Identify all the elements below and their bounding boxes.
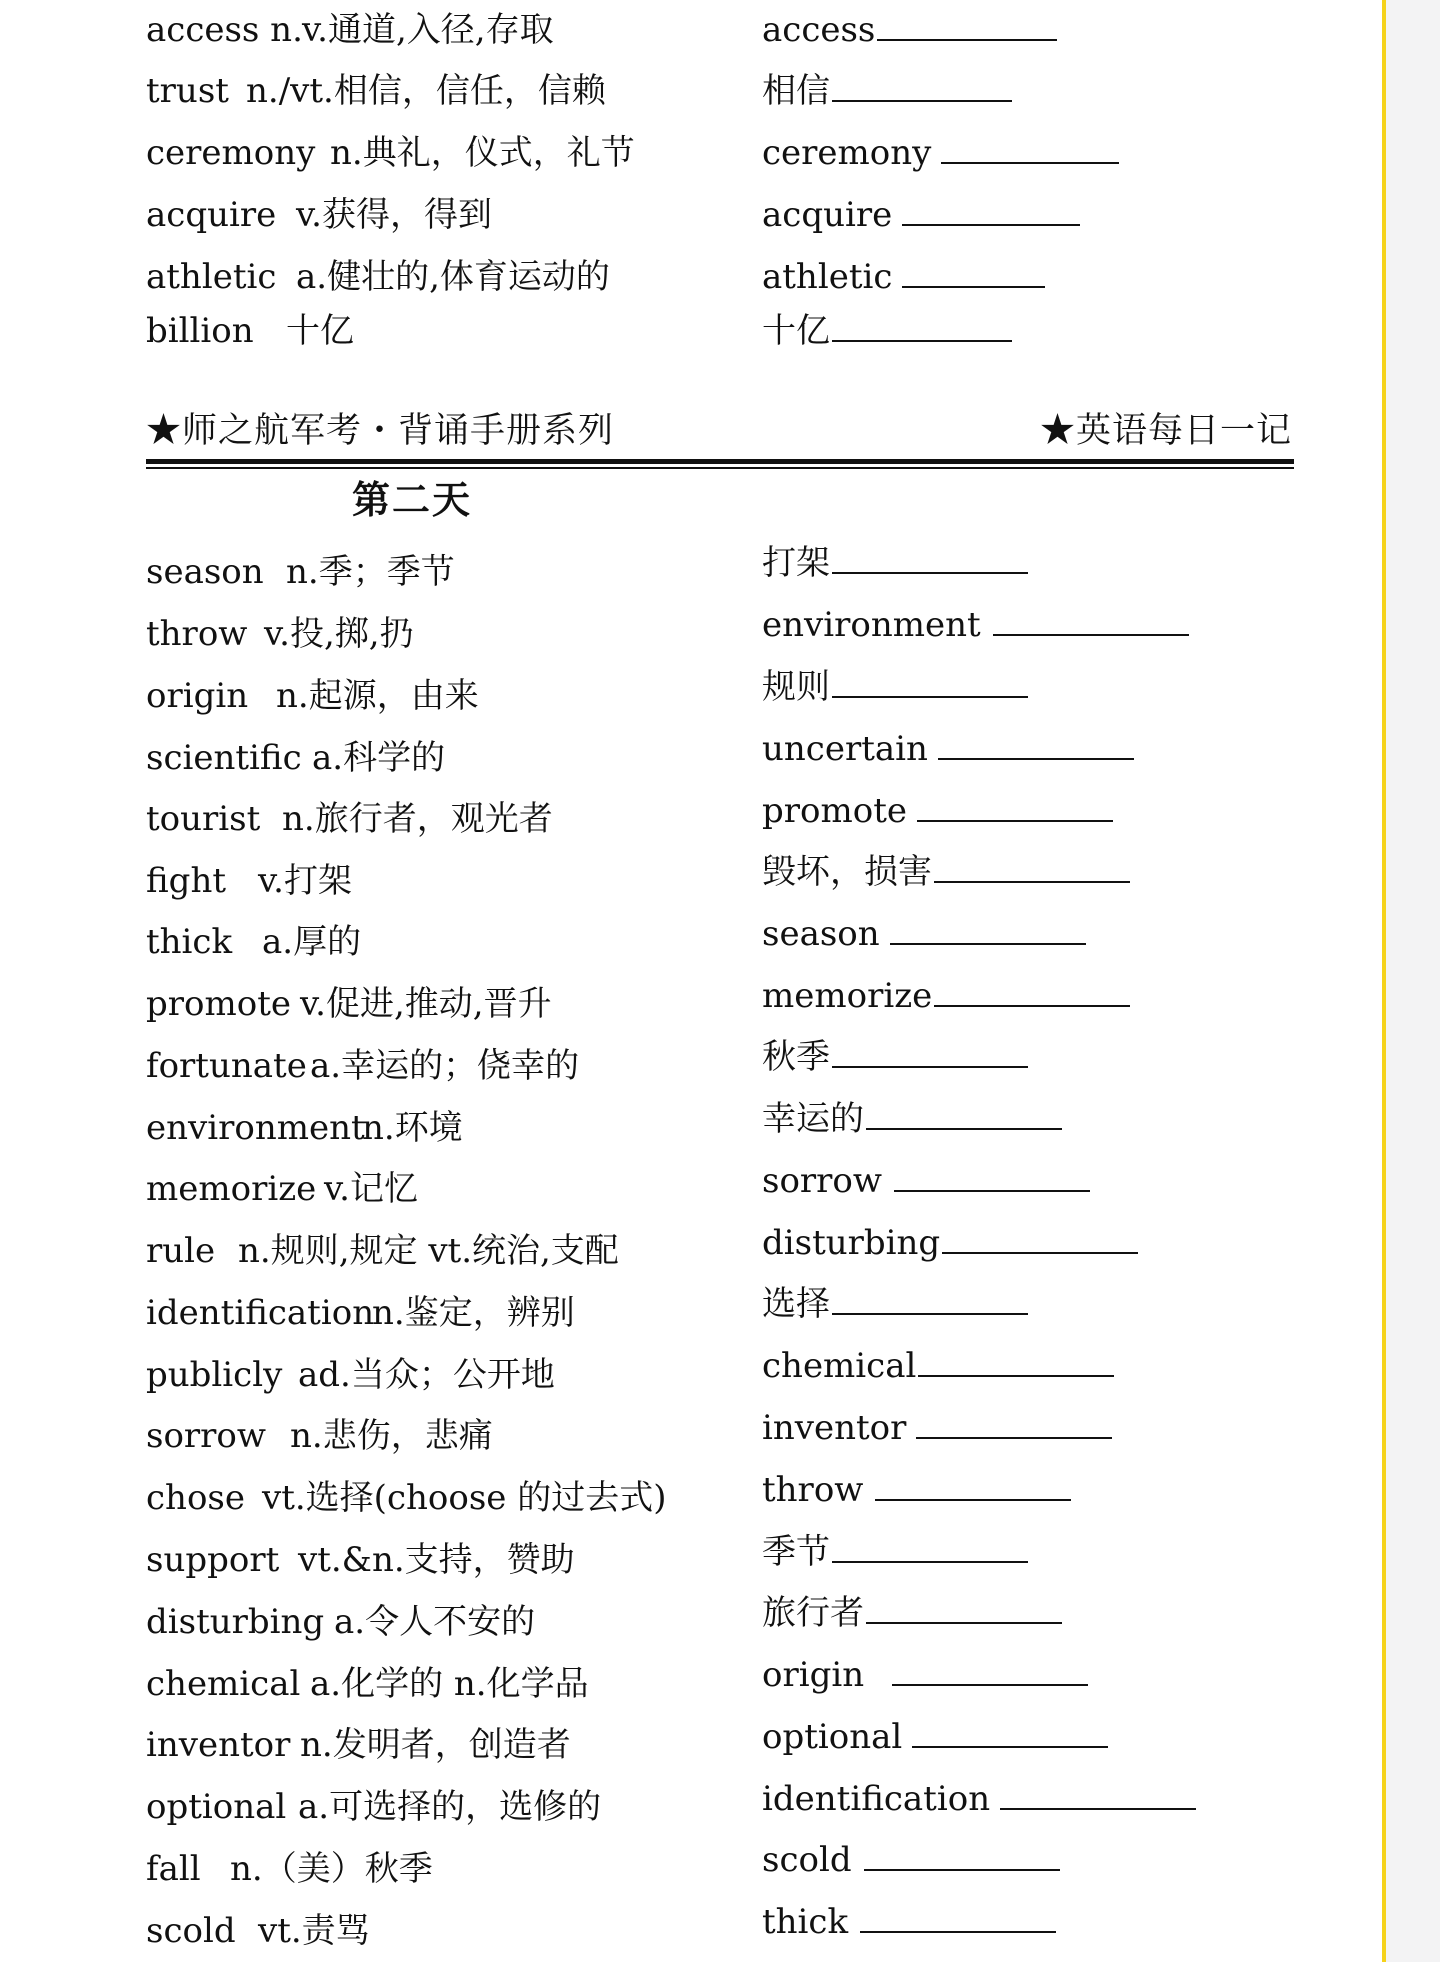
- vocab-meaning: a.厚的: [262, 922, 362, 962]
- vocab-entry: [146, 1169, 418, 1209]
- answer-blank[interactable]: [941, 134, 1119, 164]
- vocab-entry: [146, 552, 455, 592]
- quiz-prompt: environment: [762, 605, 981, 645]
- vocab-word: publicly: [146, 1355, 283, 1395]
- vocab-entry: [146, 1787, 601, 1827]
- quiz-prompt: 旅行者: [762, 1593, 864, 1633]
- quiz-prompt: scold: [762, 1840, 852, 1880]
- vocab-meaning: n.发明者，创造者: [300, 1725, 571, 1765]
- header-divider: [146, 459, 1294, 464]
- vocab-word: throw: [146, 614, 248, 654]
- vocab-entry: [146, 1416, 493, 1456]
- quiz-item: [762, 1532, 1028, 1572]
- vocab-entry: [146, 1355, 555, 1395]
- answer-blank[interactable]: [890, 915, 1086, 945]
- vocab-meaning: vt.责骂: [258, 1911, 370, 1951]
- vocab-word: chemical: [146, 1664, 301, 1704]
- vocab-meaning: vt.&n.支持，赞助: [298, 1540, 575, 1580]
- vocab-word: disturbing: [146, 1602, 325, 1642]
- vocab-word: scold: [146, 1911, 236, 1951]
- quiz-item: [762, 852, 1130, 892]
- vocab-word: acquire: [146, 195, 277, 235]
- vocab-meaning: n./vt.相信，信任，信赖: [246, 71, 606, 111]
- vocab-meaning: a.健壮的,体育运动的: [296, 257, 610, 297]
- vocab-word: identification: [146, 1293, 375, 1333]
- vocab-meaning: n.规则,规定 vt.统治,支配: [238, 1231, 619, 1271]
- quiz-item: [762, 1779, 1196, 1819]
- answer-blank[interactable]: [917, 792, 1113, 822]
- answer-blank[interactable]: [877, 11, 1057, 41]
- answer-blank[interactable]: [942, 1224, 1138, 1254]
- vocab-entry: [146, 71, 606, 111]
- quiz-prompt: throw: [762, 1470, 864, 1510]
- answer-blank[interactable]: [832, 1285, 1028, 1315]
- vocab-word: access n.: [146, 10, 303, 50]
- vocab-meaning: n.悲伤，悲痛: [290, 1416, 493, 1456]
- quiz-item: [762, 1408, 1112, 1448]
- vocab-meaning: a.可选择的，选修的: [298, 1787, 602, 1827]
- vocab-word: scientific: [146, 738, 302, 778]
- vocab-entry: [146, 984, 552, 1024]
- quiz-item: [762, 1284, 1028, 1324]
- vocab-meaning: v.打架: [258, 861, 352, 901]
- quiz-prompt: 季节: [762, 1532, 830, 1572]
- vocab-entry: [146, 1911, 370, 1951]
- quiz-item: [762, 133, 1119, 173]
- vocab-meaning: n.鉴定，辨别: [372, 1293, 575, 1333]
- quiz-prompt: inventor: [762, 1408, 907, 1448]
- quiz-item: [762, 914, 1086, 954]
- vocab-meaning: v.投,掷,扔: [264, 614, 414, 654]
- vocab-entry: [146, 1602, 535, 1642]
- quiz-item: [762, 729, 1134, 769]
- quiz-item: [762, 605, 1189, 645]
- quiz-item: [762, 1346, 1114, 1386]
- vocab-word: fall: [146, 1849, 201, 1889]
- quiz-prompt: 选择: [762, 1284, 830, 1324]
- vocab-word: thick: [146, 922, 233, 962]
- quiz-item: [762, 1470, 1071, 1510]
- answer-blank[interactable]: [832, 312, 1012, 342]
- vocab-word: billion: [146, 311, 254, 351]
- quiz-prompt: 毁坏，损害: [762, 852, 932, 892]
- vocab-meaning: a.令人不安的: [334, 1602, 536, 1642]
- header-divider-thin: [146, 467, 1294, 469]
- vocab-entry: [146, 799, 553, 839]
- page-title: 第二天: [352, 477, 473, 522]
- answer-blank[interactable]: [902, 258, 1045, 288]
- vocab-meaning: n.（美）秋季: [230, 1849, 433, 1889]
- answer-blank[interactable]: [912, 1718, 1108, 1748]
- vocab-meaning: vt.选择(choose 的过去式): [262, 1478, 667, 1518]
- quiz-item: [762, 976, 1130, 1016]
- vocab-entry: [146, 133, 635, 173]
- vocab-meaning: ad.当众；公开地: [298, 1355, 555, 1395]
- vocab-word: sorrow: [146, 1416, 266, 1456]
- quiz-item: [762, 71, 1012, 111]
- quiz-prompt: 打架: [762, 543, 830, 583]
- quiz-prompt: athletic: [762, 257, 893, 297]
- vocab-entry: [146, 1293, 575, 1333]
- vocab-entry: [146, 861, 352, 901]
- quiz-prompt: origin: [762, 1655, 865, 1695]
- vocab-word: support: [146, 1540, 280, 1580]
- series-header: ★师之航军考・背诵手册系列: [146, 411, 615, 451]
- quiz-prompt: 相信: [762, 71, 830, 111]
- vocab-word: optional: [146, 1787, 287, 1827]
- quiz-prompt: promote: [762, 791, 907, 831]
- quiz-prompt: memorize: [762, 976, 933, 1016]
- answer-blank[interactable]: [866, 1594, 1062, 1624]
- vocab-word: environment: [146, 1108, 365, 1148]
- quiz-item: [762, 1655, 1088, 1695]
- vocab-word: season: [146, 552, 264, 592]
- quiz-prompt: identification: [762, 1779, 991, 1819]
- quiz-prompt: thick: [762, 1902, 849, 1942]
- vocab-entry: [146, 1108, 463, 1148]
- vocab-meaning: n.起源，由来: [276, 676, 479, 716]
- vocab-word: rule: [146, 1231, 216, 1271]
- quiz-item: [762, 1593, 1062, 1633]
- quiz-prompt: chemical: [762, 1346, 917, 1386]
- answer-blank[interactable]: [832, 1038, 1028, 1068]
- quiz-prompt: ceremony: [762, 133, 932, 173]
- answer-blank[interactable]: [993, 606, 1189, 636]
- quiz-item: [762, 1099, 1062, 1139]
- quiz-item: [762, 195, 1080, 235]
- vocab-entry: [146, 10, 554, 50]
- vocab-word: ceremony: [146, 133, 316, 173]
- answer-blank[interactable]: [866, 1100, 1062, 1130]
- vocab-meaning: v.获得，得到: [296, 195, 492, 235]
- answer-blank[interactable]: [864, 1841, 1060, 1871]
- vocab-entry: [146, 1664, 589, 1704]
- answer-blank[interactable]: [875, 1471, 1071, 1501]
- answer-blank[interactable]: [938, 730, 1134, 760]
- answer-blank[interactable]: [832, 668, 1028, 698]
- vocab-meaning: a.科学的: [312, 738, 446, 778]
- answer-blank[interactable]: [832, 1533, 1028, 1563]
- quiz-prompt: access: [762, 10, 876, 50]
- answer-blank[interactable]: [1000, 1780, 1196, 1810]
- answer-blank[interactable]: [916, 1409, 1112, 1439]
- quiz-item: [762, 1902, 1056, 1942]
- vocab-entry: [146, 1231, 619, 1271]
- quiz-prompt: acquire: [762, 195, 893, 235]
- vocab-word: chose: [146, 1478, 245, 1518]
- quiz-item: [762, 667, 1028, 707]
- answer-blank[interactable]: [902, 196, 1080, 226]
- vocab-entry: [146, 738, 445, 778]
- quiz-item: [762, 1840, 1060, 1880]
- quiz-item: [762, 1037, 1028, 1077]
- quiz-prompt: uncertain: [762, 729, 928, 769]
- quiz-item: [762, 1223, 1138, 1263]
- quiz-prompt: optional: [762, 1717, 903, 1757]
- quiz-prompt: 秋季: [762, 1037, 830, 1077]
- quiz-item: [762, 10, 1057, 50]
- vocab-meaning: n.旅行者，观光者: [282, 799, 553, 839]
- vocab-entry: [146, 1046, 579, 1086]
- quiz-prompt: disturbing: [762, 1223, 941, 1263]
- vocab-entry: [146, 311, 354, 351]
- quiz-prompt: sorrow: [762, 1161, 882, 1201]
- vocab-entry: [146, 195, 492, 235]
- vocab-entry: [146, 1725, 571, 1765]
- vocab-entry: [146, 1849, 433, 1889]
- quiz-prompt: 幸运的: [762, 1099, 864, 1139]
- vocab-word: origin: [146, 676, 249, 716]
- answer-blank[interactable]: [832, 544, 1028, 574]
- answer-blank[interactable]: [860, 1903, 1056, 1933]
- vocab-word: promote: [146, 984, 291, 1024]
- vocab-meaning: a.幸运的；侥幸的: [310, 1046, 580, 1086]
- vocab-word: fight: [146, 861, 227, 901]
- vocab-entry: [146, 1540, 575, 1580]
- vocab-entry: [146, 676, 479, 716]
- quiz-item: [762, 1161, 1090, 1201]
- quiz-item: [762, 311, 1012, 351]
- vocab-entry: [146, 1478, 666, 1518]
- vocab-meaning: v.记忆: [324, 1169, 418, 1209]
- answer-blank[interactable]: [894, 1162, 1090, 1192]
- vocab-word: memorize: [146, 1169, 317, 1209]
- vocab-meaning: v.通道,入径,存取: [302, 10, 554, 50]
- vocab-meaning: n.季；季节: [286, 552, 455, 592]
- quiz-item: [762, 543, 1028, 583]
- vocab-entry: [146, 257, 610, 297]
- answer-blank[interactable]: [918, 1347, 1114, 1377]
- vocab-word: athletic: [146, 257, 277, 297]
- vocab-entry: [146, 614, 414, 654]
- vocab-word: inventor: [146, 1725, 291, 1765]
- quiz-item: [762, 1717, 1108, 1757]
- vocab-meaning: 十亿: [286, 311, 354, 351]
- quiz-prompt: 规则: [762, 667, 830, 707]
- quiz-item: [762, 257, 1045, 297]
- vocab-meaning: v.促进,推动,晋升: [300, 984, 552, 1024]
- daily-header: ★英语每日一记: [1040, 411, 1293, 451]
- vocab-word: trust: [146, 71, 229, 111]
- quiz-item: [762, 791, 1113, 831]
- vocab-meaning: n.典礼，仪式，礼节: [330, 133, 635, 173]
- vocab-entry: [146, 922, 361, 962]
- vocab-meaning: a.化学的 n.化学品: [310, 1664, 589, 1704]
- answer-blank[interactable]: [892, 1656, 1088, 1686]
- vocab-meaning: n.环境: [362, 1108, 463, 1148]
- vocab-word: tourist: [146, 799, 261, 839]
- quiz-prompt: 十亿: [762, 311, 830, 351]
- answer-blank[interactable]: [832, 72, 1012, 102]
- vocab-word: fortunate: [146, 1046, 307, 1086]
- answer-blank[interactable]: [934, 853, 1130, 883]
- quiz-prompt: season: [762, 914, 880, 954]
- answer-blank[interactable]: [934, 977, 1130, 1007]
